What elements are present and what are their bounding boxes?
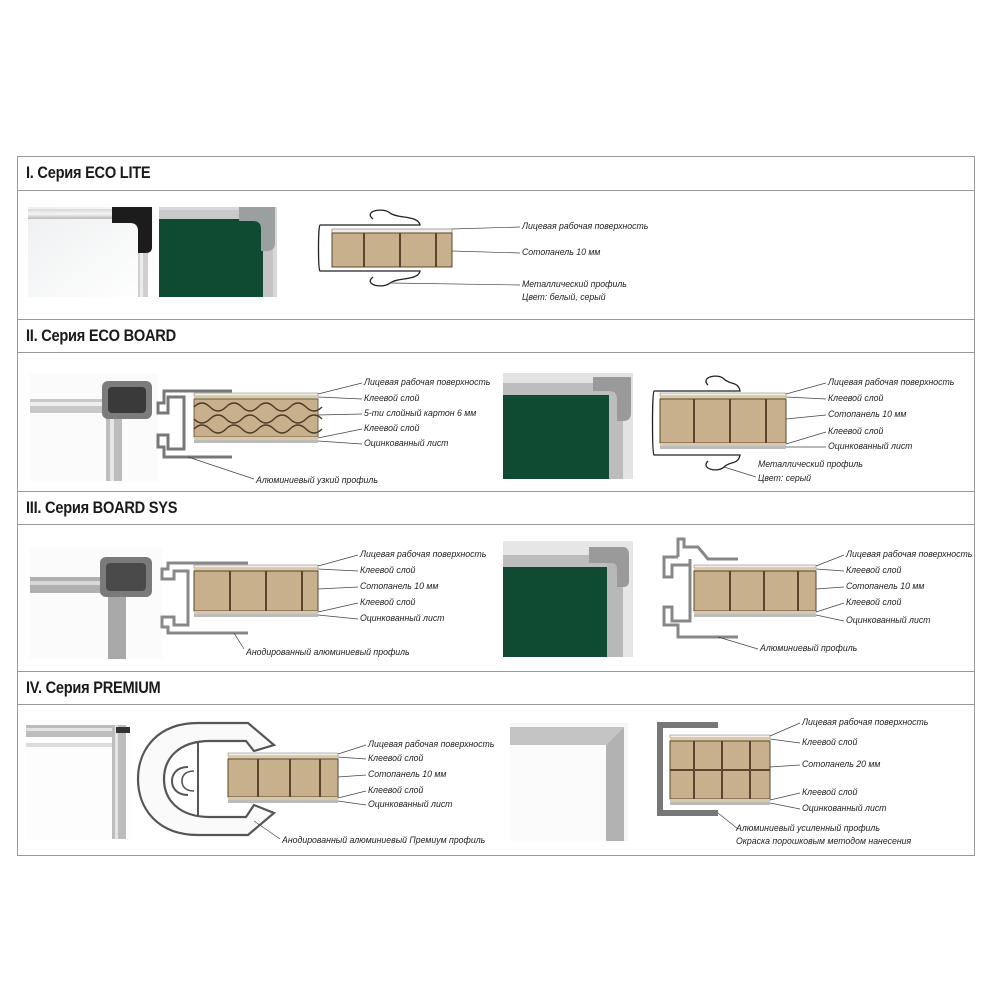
label-profile: Металлический профиль <box>758 459 863 470</box>
section-title: III. Серия BOARD SYS <box>26 498 178 517</box>
label-galvanized-sheet: Оцинкованный лист <box>368 799 453 810</box>
label-profile-color: Цвет: серый <box>758 473 812 484</box>
section-body-eco-board <box>18 353 974 491</box>
label-face-surface: Лицевая рабочая поверхность <box>828 377 955 388</box>
section-header-eco-board <box>18 319 974 353</box>
label-profile: Алюминиевый профиль <box>760 643 858 654</box>
label-metal-profile: Металлический профиль <box>522 279 627 290</box>
section-body-board-sys <box>18 525 974 671</box>
label-adhesive: Клеевой слой <box>828 393 884 404</box>
section-body-premium <box>18 705 974 855</box>
section-title: I. Серия ECO LITE <box>26 163 151 182</box>
label-face-surface: Лицевая рабочая поверхность <box>846 549 973 560</box>
label-galvanized-sheet: Оцинкованный лист <box>364 438 449 449</box>
label-color: Цвет: белый, серый <box>522 292 606 303</box>
label-galvanized-sheet: Оцинкованный лист <box>846 615 931 626</box>
label-honeycomb: Сотопанель 10 мм <box>846 581 925 592</box>
label-honeycomb: Сотопанель 10 мм <box>360 581 439 592</box>
eco-lite-cross-section <box>18 191 974 319</box>
label-face-surface: Лицевая рабочая поверхность <box>360 549 487 560</box>
label-adhesive: Клеевой слой <box>360 565 416 576</box>
label-adhesive: Клеевой слой <box>846 597 902 608</box>
label-adhesive: Клеевой слой <box>802 787 858 798</box>
label-face-surface: Лицевая рабочая поверхность <box>802 717 929 728</box>
label-profile: Алюминиевый узкий профиль <box>256 475 378 486</box>
section-header-eco-lite <box>18 157 974 191</box>
label-profile: Алюминиевый усиленный профиль <box>736 823 880 834</box>
label-profile: Анодированный алюминиевый профиль <box>246 647 410 658</box>
section-body-eco-lite <box>18 191 974 319</box>
label-face-surface: Лицевая рабочая поверхность <box>364 377 491 388</box>
label-face-surface: Лицевая рабочая поверхность <box>368 739 495 750</box>
label-adhesive: Клеевой слой <box>846 565 902 576</box>
label-galvanized-sheet: Оцинкованный лист <box>802 803 887 814</box>
catalog-sheet <box>17 156 975 856</box>
label-adhesive: Клеевой слой <box>368 785 424 796</box>
section-header-premium <box>18 671 974 705</box>
label-profile: Анодированный алюминиевый Премиум профиль <box>282 835 486 846</box>
section-title: II. Серия ECO BOARD <box>26 326 176 345</box>
label-adhesive: Клеевой слой <box>360 597 416 608</box>
label-honeycomb: Сотопанель 10 мм <box>368 769 447 780</box>
label-galvanized-sheet: Оцинкованный лист <box>828 441 913 452</box>
label-adhesive: Клеевой слой <box>802 737 858 748</box>
label-adhesive: Клеевой слой <box>368 753 424 764</box>
label-profile-coating: Окраска порошковым методом нанесения <box>736 836 912 847</box>
section-header-board-sys <box>18 491 974 525</box>
label-honeycomb: Сотопанель 20 мм <box>802 759 881 770</box>
label-adhesive: Клеевой слой <box>364 423 420 434</box>
section-title: IV. Серия PREMIUM <box>26 678 161 697</box>
label-galvanized-sheet: Оцинкованный лист <box>360 613 445 624</box>
label-face-surface: Лицевая рабочая поверхность <box>522 221 649 232</box>
label-adhesive: Клеевой слой <box>828 426 884 437</box>
label-honeycomb: Сотопанель 10 мм <box>828 409 907 420</box>
label-cardboard: 5-ти слойный картон 6 мм <box>364 408 477 419</box>
label-adhesive: Клеевой слой <box>364 393 420 404</box>
label-honeycomb: Сотопанель 10 мм <box>522 247 601 258</box>
